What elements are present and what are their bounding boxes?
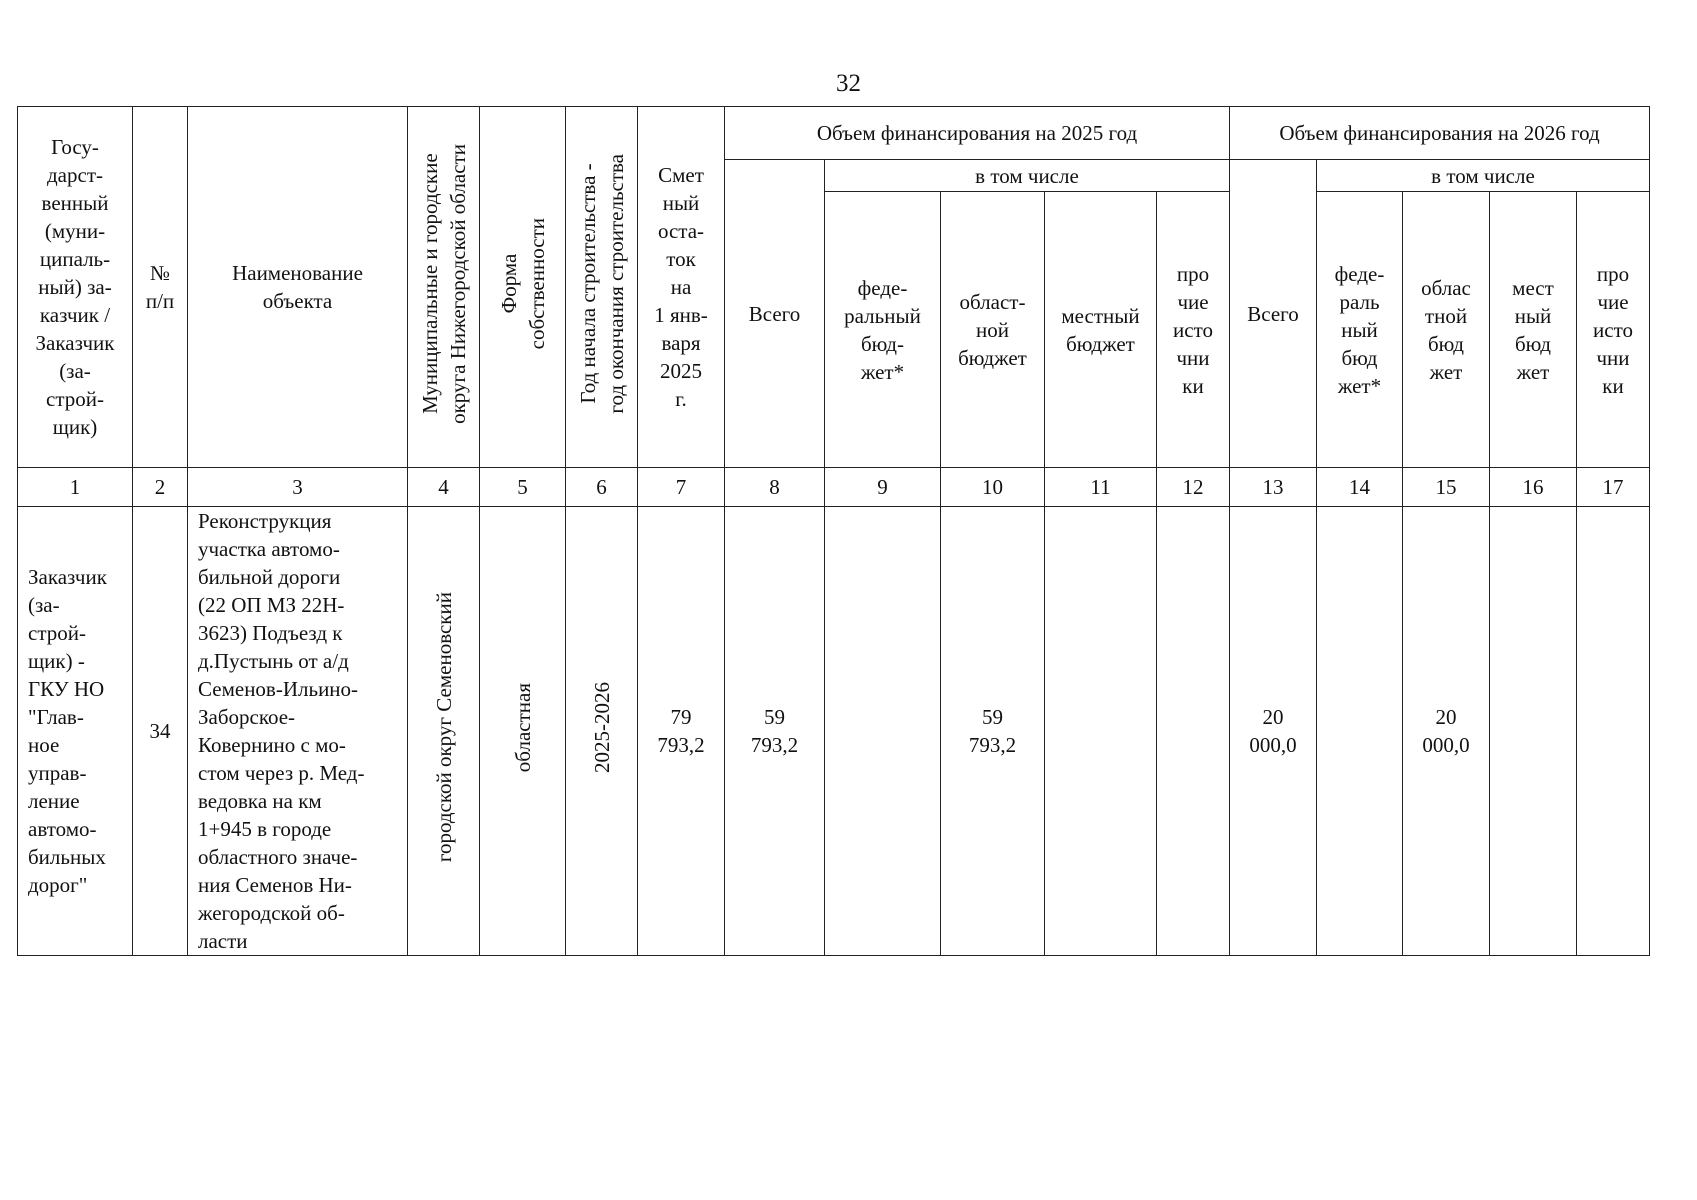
cell-total-2025: 59 793,2 xyxy=(725,507,825,956)
column-number: 8 xyxy=(725,468,825,507)
column-number: 6 xyxy=(566,468,638,507)
header-local-2026: мест ный бюд жет xyxy=(1490,192,1577,468)
header-fin-2025: Объем финансирования на 2025 год xyxy=(725,107,1230,160)
column-number: 3 xyxy=(188,468,408,507)
header-federal-2026: феде- раль ный бюд жет* xyxy=(1317,192,1403,468)
column-number: 15 xyxy=(1403,468,1490,507)
page-number: 32 xyxy=(836,70,861,97)
cell-customer: Заказчик (за- строй- щик) - ГКУ НО "Глав- ное управ- ление автомо- бильных дорог" xyxy=(18,507,133,956)
financing-table xyxy=(17,106,1650,956)
column-number: 4 xyxy=(408,468,480,507)
cell-total-2026: 20 000,0 xyxy=(1230,507,1317,956)
column-number: 11 xyxy=(1045,468,1157,507)
column-numbers-row xyxy=(18,468,1650,507)
column-number: 1 xyxy=(18,468,133,507)
header-estimate: Смет ный оста- ток на 1 янв- варя 2025 г. xyxy=(638,107,725,468)
column-number: 7 xyxy=(638,468,725,507)
column-number: 17 xyxy=(1577,468,1650,507)
header-districts: Муниципальные и городские округа Нижегородской области xyxy=(408,107,480,468)
column-number: 16 xyxy=(1490,468,1577,507)
header-total-2026: Всего xyxy=(1230,160,1317,468)
header-object-name: Наименование объекта xyxy=(188,107,408,468)
column-number: 14 xyxy=(1317,468,1403,507)
cell-other-2025 xyxy=(1157,507,1230,956)
cell-regional-2025: 59 793,2 xyxy=(941,507,1045,956)
header-other-2025: про чие исто чни ки xyxy=(1157,192,1230,468)
cell-ownership: областная xyxy=(480,507,566,956)
column-number: 13 xyxy=(1230,468,1317,507)
header-other-2026: про чие исто чни ки xyxy=(1577,192,1650,468)
cell-regional-2026: 20 000,0 xyxy=(1403,507,1490,956)
header-total-2025: Всего xyxy=(725,160,825,468)
cell-local-2026 xyxy=(1490,507,1577,956)
header-incl-2025: в том числе xyxy=(825,160,1230,192)
cell-federal-2026 xyxy=(1317,507,1403,956)
column-number: 2 xyxy=(133,468,188,507)
column-number: 12 xyxy=(1157,468,1230,507)
header-federal-2025: феде- ральный бюд- жет* xyxy=(825,192,941,468)
cell-other-2026 xyxy=(1577,507,1650,956)
cell-years: 2025-2026 xyxy=(566,507,638,956)
column-number: 10 xyxy=(941,468,1045,507)
column-number: 9 xyxy=(825,468,941,507)
header-incl-2026: в том числе xyxy=(1317,160,1650,192)
header-years: Год начала строительства - год окончания строительства xyxy=(566,107,638,468)
column-number: 5 xyxy=(480,468,566,507)
cell-local-2025 xyxy=(1045,507,1157,956)
header-regional-2025: област- ной бюджет xyxy=(941,192,1045,468)
table-row xyxy=(18,507,1650,956)
header-customer: Госу- дарст- венный (муни- ципаль- ный) за- казчик / Заказчик (за- строй- щик) xyxy=(18,107,133,468)
cell-district: городской округ Семеновский xyxy=(408,507,480,956)
header-fin-2026: Объем финансирования на 2026 год xyxy=(1230,107,1650,160)
header-ownership: Форма собственности xyxy=(480,107,566,468)
cell-estimate: 79 793,2 xyxy=(638,507,725,956)
header-local-2025: местный бюджет xyxy=(1045,192,1157,468)
header-number: № п/п xyxy=(133,107,188,468)
header-regional-2026: облас тной бюд жет xyxy=(1403,192,1490,468)
cell-object-name: Реконструкция участка автомо- бильной дороги (22 ОП МЗ 22Н- 3623) Подъезд к д.Пустынь от а/д Семенов-Ильино- Заборское- Ковернино с мо- стом через р. Мед- ведовка на км 1+945 в городе областного значе- ния Семенов Ни- жегородской об- ласти xyxy=(188,507,408,956)
cell-federal-2025 xyxy=(825,507,941,956)
cell-number: 34 xyxy=(133,507,188,956)
